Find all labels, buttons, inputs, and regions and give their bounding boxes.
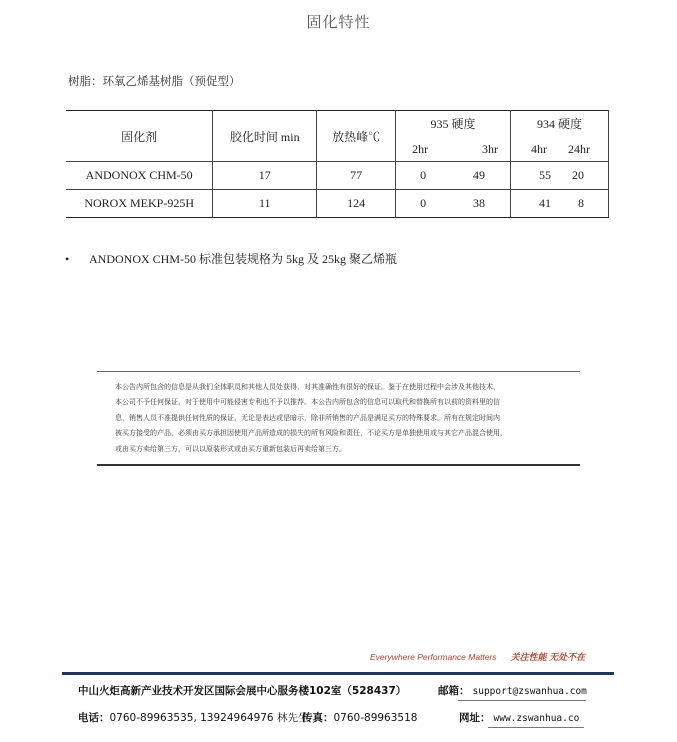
cell-agent: NOROX MEKP-925H	[66, 190, 213, 218]
cell-hardness-934	[511, 162, 609, 190]
table-header-row	[66, 111, 609, 162]
email-underline	[458, 700, 586, 701]
footer-divider	[62, 672, 614, 675]
hardness-935-sub-3hr: 3hr	[482, 142, 498, 156]
cell-934-4hr: 55	[539, 168, 551, 182]
disclaimer-line: 本公司不予任何保证，对于使用中可能侵害专利也不予以推荐。本公告内所包含的信息可以取代和替换所有以前的资料里的信	[115, 398, 500, 407]
cell-exotherm: 77	[317, 162, 396, 190]
cell-934-24hr: 20	[572, 168, 584, 182]
resin-label: 树脂：环氧乙烯基树脂（预促型）	[68, 74, 241, 88]
disclaimer-box	[97, 371, 580, 466]
curing-table	[66, 110, 609, 218]
footer-phone	[78, 710, 308, 725]
disclaimer-line: 或由买方卖给第三方，可以以原装形式或由买方重新包装后再卖给第三方。	[115, 444, 346, 453]
cell-935-3hr: 38	[473, 196, 485, 210]
hardness-934-title: 934 硬度	[536, 117, 582, 131]
header-hardness-934	[511, 111, 609, 162]
cell-hardness-934	[511, 190, 609, 218]
cell-935-2hr: 0	[420, 168, 427, 182]
hardness-935-sub-2hr: 2hr	[412, 142, 429, 156]
footer-email	[438, 683, 587, 698]
hardness-934-sub-4hr: 4hr	[531, 142, 547, 156]
header-agent: 固化剂	[66, 111, 213, 162]
fax-label: 传真：	[302, 712, 334, 724]
header-exotherm: 放热峰℃	[317, 111, 396, 162]
packaging-text: ANDONOX CHM-50 标准包装规格为 5kg 及 25kg 聚乙烯瓶	[89, 252, 397, 266]
cell-935-3hr: 49	[473, 168, 485, 182]
company-slogan	[370, 650, 585, 663]
hardness-934-sub-24hr: 24hr	[568, 142, 590, 156]
disclaimer-line: 本公告内所包含的信息是从我们全体职员和其他人员处获得，对其准确性有很好的保证。鉴于在使用过程中会涉及其他技术，	[115, 383, 500, 391]
cell-934-4hr: 41	[539, 196, 551, 210]
phone-value: 0760-89963535, 13924964976 林先生	[109, 712, 309, 724]
packaging-note	[65, 250, 397, 267]
footer-address: 中山火炬高新产业技术开发区国际会展中心服务楼102室（528437）	[78, 685, 407, 697]
cell-gel-time: 11	[213, 190, 317, 218]
bullet-marker: •	[65, 252, 70, 266]
website-link[interactable]: www.zswanhua.co	[493, 713, 580, 724]
website-underline	[488, 727, 584, 728]
email-label: 邮箱：	[438, 685, 470, 697]
cell-935-2hr: 0	[420, 196, 427, 210]
slogan-en: Everywhere Performance Matters	[370, 652, 497, 662]
disclaimer-line: 息，销售人员不准提供任何性质的保证，无论是表达或是暗示，除非所销售的产品是满足买方的特殊要求。所有在规定时间内	[115, 413, 500, 422]
web-label: 网址：	[459, 712, 491, 724]
cell-hardness-935	[396, 162, 511, 190]
cell-exotherm: 124	[317, 190, 396, 218]
footer-fax	[302, 710, 417, 725]
table-row	[66, 190, 609, 218]
cell-gel-time: 17	[213, 162, 317, 190]
page-title: 固化特性	[306, 13, 371, 31]
header-gel-time: 胶化时间 min	[213, 111, 317, 162]
header-hardness-935	[396, 111, 511, 162]
hardness-935-title: 935 硬度	[430, 117, 476, 131]
disclaimer-line: 被买方接受的产品，必须由买方承担因使用产品所造成的损失的所有风险和责任，不论买方是单独使用或与其它产品混合使用，	[115, 429, 507, 438]
cell-934-24hr: 8	[578, 196, 584, 210]
cell-agent: ANDONOX CHM-50	[66, 162, 213, 190]
cell-hardness-935	[396, 190, 511, 218]
phone-label: 电话：	[78, 712, 110, 724]
footer-website	[459, 710, 579, 725]
fax-value: 0760-89963518	[333, 712, 418, 724]
slogan-cn: 关注性能 无处不在	[510, 652, 586, 662]
table-row	[66, 162, 609, 190]
email-link[interactable]: support@zswanhua.com	[472, 686, 587, 697]
